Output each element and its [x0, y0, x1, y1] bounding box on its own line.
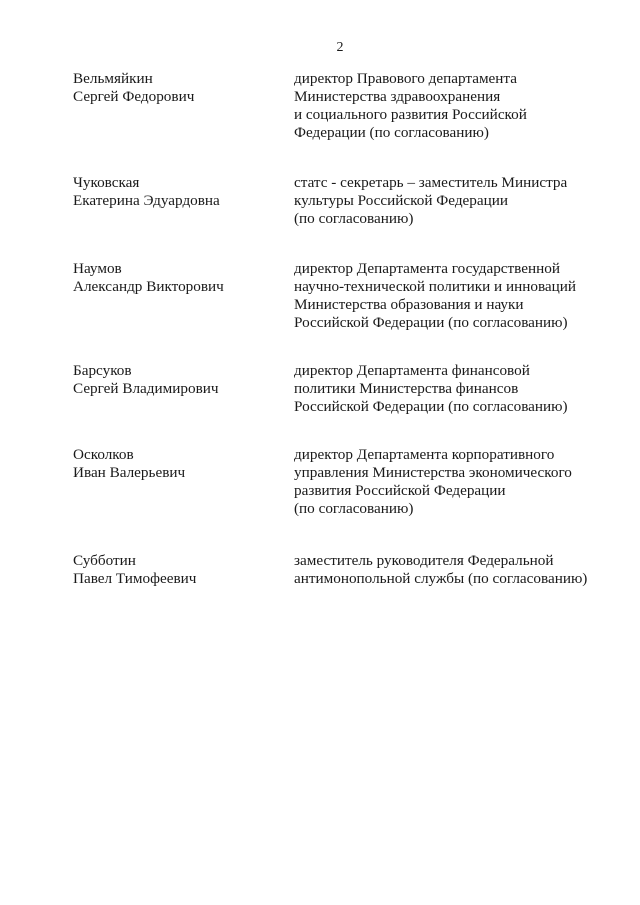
position-line: культуры Российской Федерации	[294, 192, 509, 209]
position-line: научно-технической политики и инноваций	[294, 278, 577, 295]
given-names: Павел Тимофеевич	[73, 570, 197, 587]
given-names: Иван Валерьевич	[73, 464, 186, 481]
surname: Субботин	[73, 552, 136, 569]
position-line: директор Правового департамента	[294, 70, 517, 87]
person-position	[294, 446, 614, 518]
position-line: и социального развития Российской	[294, 106, 527, 123]
person-name	[73, 174, 273, 210]
page-number: 2	[336, 40, 344, 55]
position-line: директор Департамента финансовой	[294, 362, 530, 379]
surname: Барсуков	[73, 362, 132, 379]
position-line: (по согласованию)	[294, 500, 414, 517]
position-line: директор Департамента государственной	[294, 260, 560, 277]
given-names: Сергей Владимирович	[73, 380, 219, 397]
position-line: Министерства здравоохранения	[294, 88, 501, 105]
position-line: развития Российской Федерации	[294, 482, 506, 499]
position-line: заместитель руководителя Федеральной	[294, 552, 554, 569]
person-position	[294, 260, 614, 332]
given-names: Екатерина Эдуардовна	[73, 192, 220, 209]
position-line: управления Министерства экономического	[294, 464, 572, 481]
person-name	[73, 552, 273, 588]
surname: Наумов	[73, 260, 122, 277]
surname: Вельмяйкин	[73, 70, 153, 87]
person-position	[294, 174, 614, 228]
position-line: директор Департамента корпоративного	[294, 446, 555, 463]
person-name	[73, 70, 273, 106]
position-line: Федерации (по согласованию)	[294, 124, 489, 141]
position-line: (по согласованию)	[294, 210, 414, 227]
surname: Чуковская	[73, 174, 140, 191]
position-line: Российской Федерации (по согласованию)	[294, 314, 568, 331]
person-position	[294, 552, 614, 588]
position-line: Министерства образования и науки	[294, 296, 524, 313]
position-line: статс - секретарь – заместитель Министра	[294, 174, 568, 191]
given-names: Сергей Федорович	[73, 88, 195, 105]
surname: Осколков	[73, 446, 134, 463]
given-names: Александр Викторович	[73, 278, 224, 295]
person-name	[73, 446, 273, 482]
person-name	[73, 362, 273, 398]
position-line: политики Министерства финансов	[294, 380, 519, 397]
person-name	[73, 260, 273, 296]
position-line: Российской Федерации (по согласованию)	[294, 398, 568, 415]
person-position	[294, 70, 614, 142]
position-line: антимонопольной службы (по согласованию)	[294, 570, 588, 587]
person-position	[294, 362, 614, 416]
